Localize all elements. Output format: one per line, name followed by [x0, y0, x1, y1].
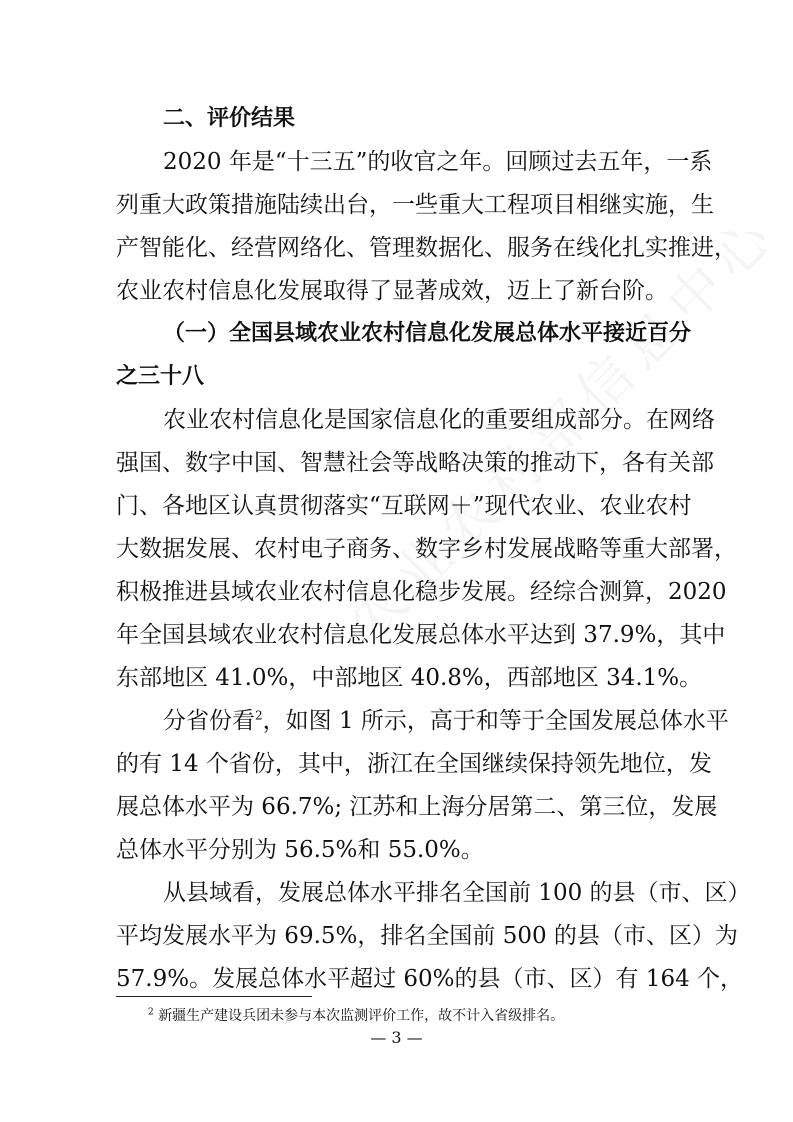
section-heading: 二、评价结果 [163, 106, 296, 131]
footnote-marker: 2 [148, 1007, 154, 1018]
paragraph-text: 分省份看 [163, 708, 255, 734]
footnote-divider [116, 996, 312, 997]
paragraph-line: 的有 14 个省份，其中，浙江在全国继续保持领先地位，发 [116, 751, 712, 777]
paragraph-line: 强国、数字中国、智慧社会等战略决策的推动下，各有关部 [116, 450, 714, 476]
paragraph-line: 农业农村信息化发展取得了显著成效，迈上了新台阶。 [116, 278, 668, 304]
paragraph-line: 总体水平分别为 56.5%和 55.0%。 [116, 837, 484, 863]
paragraph-line: 产智能化、经营网络化、管理数据化、服务在线化扎实推进， [116, 235, 737, 261]
paragraph-line: 平均发展水平为 69.5%，排名全国前 500 的县（市、区）为 [116, 923, 738, 949]
footnote-reference[interactable]: 2 [255, 708, 263, 723]
paragraph-line: 东部地区 41.0%，中部地区 40.8%，西部地区 34.1%。 [116, 665, 703, 691]
subheading-line: （一）全国县域农业农村信息化发展总体水平接近百分 [163, 321, 692, 346]
paragraph-line: 积极推进县域农业农村信息化稳步发展。经综合测算，2020 [116, 579, 727, 605]
paragraph-line: 从县域看，发展总体水平排名全国前 100 的县（市、区） [163, 880, 751, 906]
paragraph-text: ，如图 1 所示，高于和等于全国发展总体水平 [262, 708, 729, 734]
paragraph-line: 农业农村信息化是国家信息化的重要组成部分。在网络 [163, 407, 715, 433]
subheading-line: 之三十八 [116, 364, 205, 389]
paragraph-line: 大数据发展、农村电子商务、数字乡村发展战略等重大部署， [116, 536, 737, 562]
paragraph-line: 展总体水平为 66.7%; 江苏和上海分居第二、第三位，发展 [116, 794, 718, 820]
footnote-text: 新疆生产建设兵团未参与本次监测评价工作，故不计入省级排名。 [158, 1008, 565, 1024]
paragraph-line: 门、各地区认真贯彻落实“互联网＋”现代农业、农业农村 [116, 493, 692, 519]
paragraph-line: 57.9%。发展总体水平超过 60%的县（市、区）有 164 个， [116, 966, 744, 992]
paragraph-line: 2020 年是“十三五”的收官之年。回顾过去五年，一系 [163, 149, 713, 175]
footnote [148, 1006, 564, 1026]
paragraph-line: 列重大政策措施陆续出台，一些重大工程项目相继实施，生 [116, 192, 714, 218]
paragraph-line [163, 706, 733, 736]
page-number: — 3 — [370, 1028, 423, 1047]
paragraph-line: 年全国县域农业农村信息化发展总体水平达到 37.9%，其中 [116, 622, 726, 648]
